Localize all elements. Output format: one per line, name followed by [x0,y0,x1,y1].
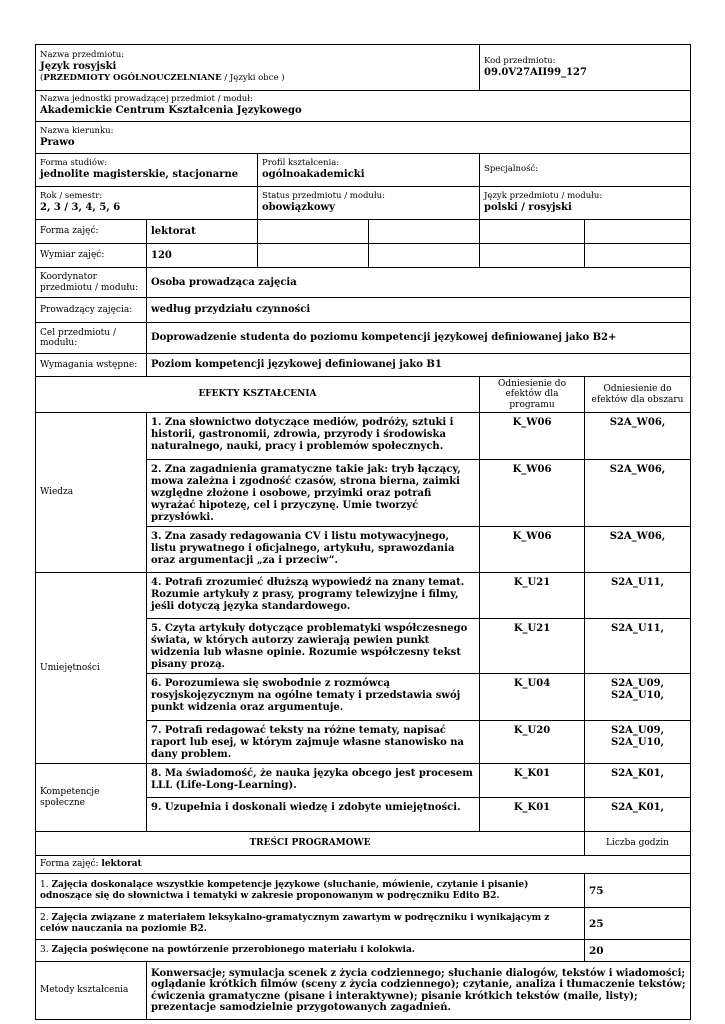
effect-9: 9. Uzupełnia i doskonali wiedzę i zdobyte umiejętności. [147,798,480,832]
lang-label: Język przedmiotu / modułu: [484,191,603,202]
cel-value: Doprowadzenie studenta do poziomu kompetencji językowej definiowanej jako B2+ [147,323,691,354]
profile-value: ogólnoakademicki [262,169,365,181]
effect-2: 2. Zna zagadnienia gramatyczne takie jak: tryb łączący, mowa zależna i zgodność czasów, strona bierna, zaimki względne złożone i osobowe, przyimki oraz potrafi wyrażać hipotezę, cel i przyczynę. Umie tworzyć przysłówki. [147,460,480,527]
course-table [35,44,691,1020]
effect-2-area: S2A_W06, [585,460,691,527]
status-value: obowiązkowy [262,202,335,214]
year-label: Rok / semestr: [40,191,103,202]
lang-cell [480,187,691,220]
field-label: Nazwa kierunku: [40,125,114,136]
content-row-3 [36,940,585,962]
effect-6: 6. Porozumiewa się swobodnie z rozmówcą rosyjskojęzycznym na ogólne tematy i przedstawia swój punkt widzenia oraz argumentuje. [147,674,480,721]
methods-label: Metody kształcenia [36,962,147,1020]
effect-5: 5. Czyta artykuły dotyczące problematyki współczesnego świata, w których autorzy zawierają pewien punkt widzenia lub własne opinie. Rozumie współczesny tekst pisany prozą. [147,619,480,674]
content-row-2-num: 2. [40,913,52,924]
effect-5-area: S2A_U11, [585,619,691,674]
form-label: Forma studiów: [40,158,108,169]
wym-label: Wymagania wstępne: [36,354,147,377]
effect-4: 4. Potrafi zrozumieć dłuższą wypowiedź na znany temat. Rozumie artykuły z prasy, programy telewizyjne i filmy, jeśli dotyczą języka standardowego. [147,573,480,619]
forma-empty-4 [585,220,691,244]
wym-value: Poziom kompetencji językowej definiowanej jako B1 [147,354,691,377]
unit-value: Akademickie Centrum Kształcenia Językowego [40,105,302,117]
year-cell [36,187,258,220]
group-kompetencje: Kompetencje społeczne [36,764,147,832]
field-cell [36,122,691,154]
code-cell [480,45,691,91]
wymiar-empty-3 [480,244,585,268]
effect-9-area: S2A_K01, [585,798,691,832]
form-value: jednolite magisterskie, stacjonarne [40,169,239,181]
wymiar-label: Wymiar zajęć: [36,244,147,268]
effect-1-area: S2A_W06, [585,413,691,460]
field-value: Prawo [40,136,75,148]
content-row-3-text: Zajęcia poświęcone na powtórzenie przerobionego materiału i kolokwia. [51,945,415,956]
effect-8-area: S2A_K01, [585,764,691,798]
content-row-3-hours: 20 [585,940,691,962]
effect-1-program: K_W06 [480,413,585,460]
effect-7-area: S2A_U09, S2A_U10, [585,721,691,764]
subject-group-bold: PRZEDMIOTY OGÓLNOUCZELNIANE [43,72,222,83]
subject-cell [36,45,480,91]
effect-5-program: K_U21 [480,619,585,674]
content-row-1-hours: 75 [585,874,691,908]
wymiar-empty-2 [369,244,480,268]
code-value: 09.0V27AII99_127 [484,66,587,78]
form-cell [36,154,258,187]
spec-cell [480,154,691,187]
effect-4-area: S2A_U11, [585,573,691,619]
content-row-1-text: Zajęcia doskonalące wszystkie kompetencje językowe (słuchanie, mówienie, czytanie i pisanie) odnoszące się do słownictwa i tematyki w zakresie proponowanym w podręczniku Edito B2. [40,880,529,901]
subject-name: Język rosyjski [40,61,117,73]
prow-label: Prowadzący zajęcia: [36,298,147,323]
koord-label: Koordynator przedmiotu / modułu: [36,268,147,298]
effect-6-program: K_U04 [480,674,585,721]
year-value: 2, 3 / 3, 4, 5, 6 [40,202,121,214]
content-row-2 [36,908,585,940]
prow-value: według przydziału czynności [147,298,691,323]
forma-label: Forma zajęć: [36,220,147,244]
effect-1: 1. Zna słownictwo dotyczące mediów, podróży, sztuki i historii, gastronomii, zdrowia, przyrody i środowiska naturalnego, nauki, pracy i problemów społecznych. [147,413,480,460]
content-row-1 [36,874,585,908]
content-row-3-num: 3. [40,945,52,956]
forma-value: lektorat [147,220,258,244]
content-form [36,856,691,874]
koord-value: Osoba prowadząca zajęcia [147,268,691,298]
effects-col-program: Odniesienie do efektów dla programu [480,377,585,413]
effect-4-program: K_U21 [480,573,585,619]
wymiar-empty-4 [585,244,691,268]
course-card [35,44,690,1020]
content-row-1-num: 1. [40,880,52,891]
content-form-value: lektorat [101,859,142,870]
effect-9-program: K_K01 [480,798,585,832]
subject-group-rest: / Języki obce ) [221,72,285,83]
unit-cell [36,91,691,122]
wymiar-empty-1 [258,244,369,268]
content-hours-label: Liczba godzin [585,832,691,856]
effect-3: 3. Zna zasady redagowania CV i listu motywacyjnego, listu prywatnego i oficjalnego, artykułu, sprawozdania oraz argumentacji „za i przeciw”. [147,527,480,573]
forma-empty-2 [369,220,480,244]
unit-label: Nazwa jednostki prowadzącej przedmiot / moduł: [40,94,253,105]
effects-title: EFEKTY KSZTAŁCENIA [36,377,480,413]
group-umiejetnosci: Umiejętności [36,573,147,764]
methods-value: Konwersacje; symulacja scenek z życia codziennego; słuchanie dialogów, tekstów i wiadomości; oglądanie krótkich filmów (sceny z życia codziennego); czytanie, analiza i tłumaczenie tekstów; ćwiczenia gramatyczne (pisane i interaktywne); pisanie krótkich tekstów (maile, listy); prezentacje samodzielnie przygotowanych zagadnień. [147,962,691,1020]
effects-col-area: Odniesienie do efektów dla obszaru [585,377,691,413]
subject-group: (PRZEDMIOTY OGÓLNOUCZELNIANE / Języki obce ) [40,72,285,83]
effect-6-area: S2A_U09, S2A_U10, [585,674,691,721]
spec-label: Specjalność: [484,164,539,175]
lang-value: polski / rosyjski [484,202,572,214]
effect-7-program: K_U20 [480,721,585,764]
wymiar-value: 120 [147,244,258,268]
profile-cell [258,154,480,187]
effect-3-program: K_W06 [480,527,585,573]
effect-8-program: K_K01 [480,764,585,798]
profile-label: Profil kształcenia: [262,158,340,169]
effect-3-area: S2A_W06, [585,527,691,573]
cel-label: Cel przedmiotu / modułu: [36,323,147,354]
status-cell [258,187,480,220]
content-title: TREŚCI PROGRAMOWE [36,832,585,856]
code-label: Kod przedmiotu: [484,55,556,66]
subject-label: Nazwa przedmiotu: [40,50,125,61]
content-row-2-hours: 25 [585,908,691,940]
effect-7: 7. Potrafi redagować teksty na różne tematy, napisać raport lub esej, w którym zajmuje własne stanowisko na dany problem. [147,721,480,764]
forma-empty-3 [480,220,585,244]
content-form-prefix: Forma zajęć: [40,859,102,870]
effect-8: 8. Ma świadomość, że nauka języka obcego jest procesem LLL (Life-Long-Learning). [147,764,480,798]
forma-empty-1 [258,220,369,244]
group-wiedza: Wiedza [36,413,147,573]
effect-2-program: K_W06 [480,460,585,527]
content-row-2-text: Zajęcia związane z materiałem leksykalno-gramatycznym zawartym w podręczniku i wynikającym z celów nauczania na poziomie B2. [40,913,550,934]
status-label: Status przedmiotu / modułu: [262,191,385,202]
